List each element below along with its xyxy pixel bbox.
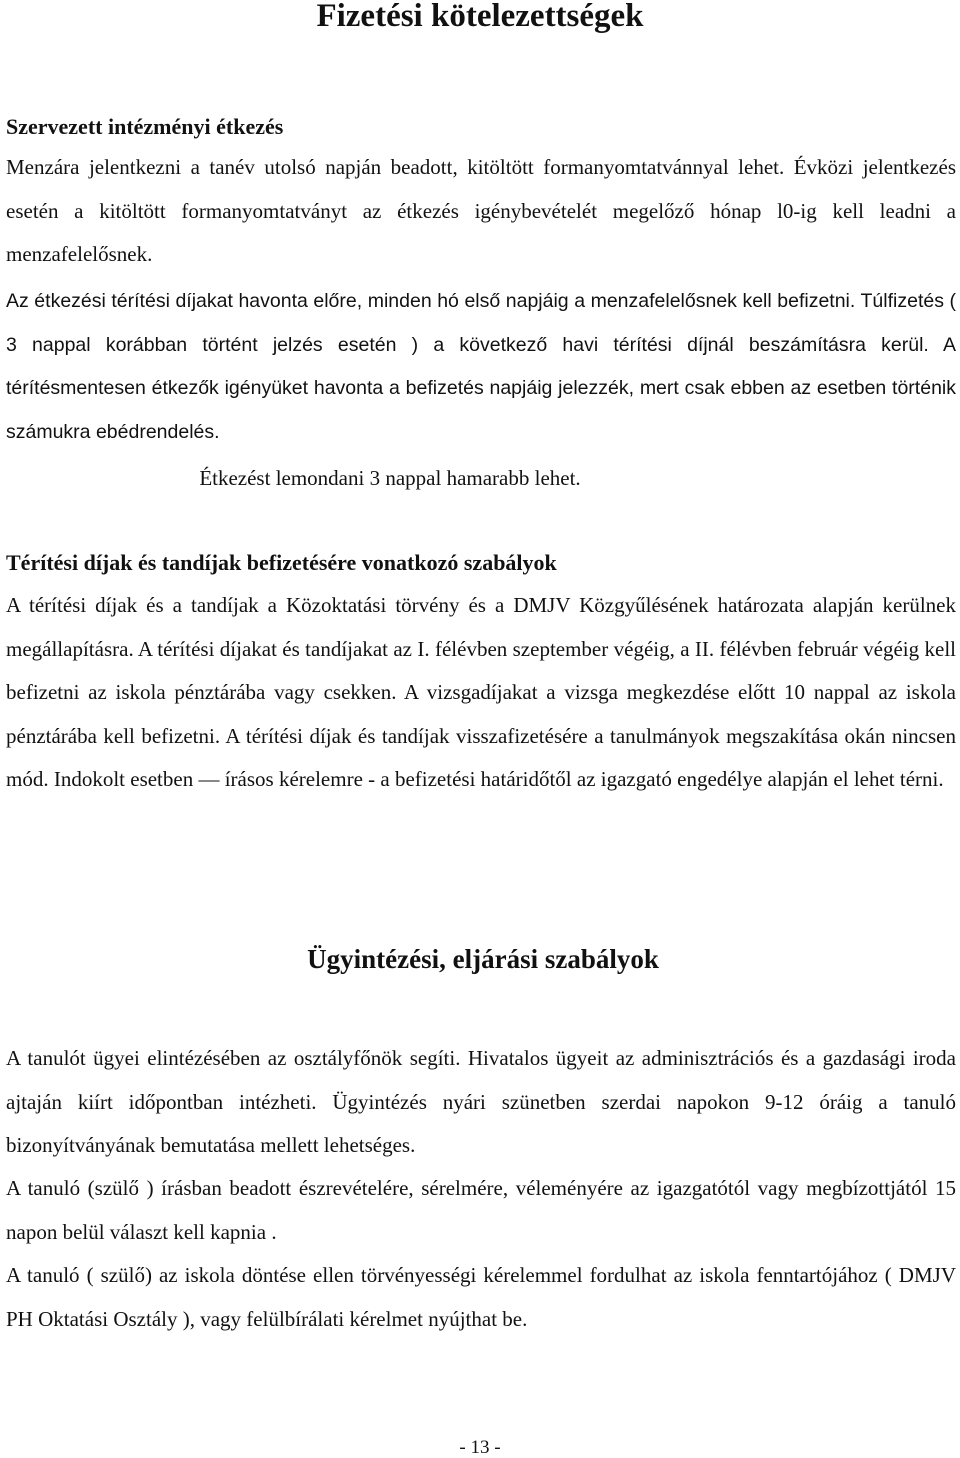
section-heading-fees: Térítési díjak és tandíjak befizetésére vonatkozó szabályok [6,550,557,575]
fees-paragraph: A térítési díjak és a tandíjak a Közoktatási törvény és a DMJV Közgyűlésének határozata alapján kerülnek megállapításra. A térítési díjakat és tandíjakat az I. félévben szeptember végéig, a II. félévben február végéig kell befizetni az iskola pénztárába vagy csekken. A vizsgadíjakat a vizsga megkezdése előtt 10 nappal az iskola pénztárába kell befizetni. A térítési díjak és tandíjak visszafizetésére a tanulmányok megszakítása okán nincsen mód. Indokolt esetben — írásos kérelemre - a befizetési határidőtől az igazgató engedélye alapján el lehet térni. [6,593,956,791]
meal-fee-paragraph: Az étkezési térítési díjakat havonta előre, minden hó első napjáig a menzafelelősnek kell befizetni. Túlfizetés ( 3 nappal korábban történt jelzés esetén ) a következő havi térítési díjnál beszámításra kerül. A térítésmentesen étkezők igényüket havonta a befizetés napjáig jelezzék, mert csak ebben az esetben történik számukra ebédrendelés. [6,290,956,443]
administration-paragraph-3: A tanuló ( szülő) az iskola döntése ellen törvényességi kérelemmel fordulhat az iskola fenntartójához ( DMJV PH Oktatási Osztály ), vagy felülbírálati kérelmet nyújthat be. [6,1263,956,1331]
page-title: Fizetési kötelezettségek [316,0,644,34]
administration-paragraph-1: A tanulót ügyei elintézésében az osztályfőnök segíti. Hivatalos ügyeit az adminisztrációs és a gazdasági iroda ajtaján kiírt időpontban intézheti. Ügyintézés nyári szünetben szerdai napokon 9-12 óráig a tanuló bizonyítványának bemutatása mellett lehetséges. [6,1046,956,1157]
meal-enrollment-paragraph: Menzára jelentkezni a tanév utolsó napján beadott, kitöltött formanyomtatvánnyal lehet. Évközi jelentkezés esetén a kitöltött formanyomtatványt az étkezés igénybevételét megelőző hónap l0-ig kell leadni a menzafelelősnek. [6,155,956,266]
meal-cancel-note: Étkezést lemondani 3 nappal hamarabb lehet. [199,466,581,490]
section-heading-meal: Szervezett intézményi étkezés [6,114,284,139]
page-number: - 13 - [459,1437,501,1458]
section-heading-administration: Ügyintézési, eljárási szabályok [307,944,659,974]
administration-paragraph-2: A tanuló (szülő ) írásban beadott észrevételére, sérelmére, véleményére az igazgatótól vagy megbízottjától 15 napon belül választ kell kapnia . [6,1176,956,1244]
